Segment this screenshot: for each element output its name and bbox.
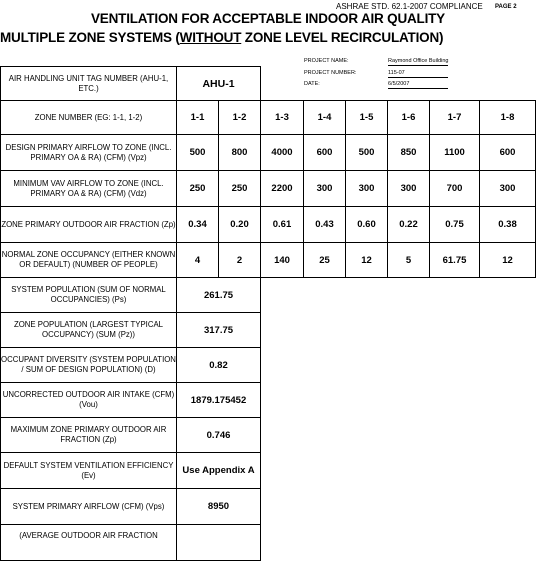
cell-value: 140 [261,243,304,278]
zone-id: 1-6 [388,101,430,135]
row-label: UNCORRECTED OUTDOOR AIR INTAKE (CFM) (Vou) [1,383,177,418]
cell-value: 600 [304,135,346,171]
occupant-diversity-row [1,348,536,383]
cell-value: 61.75 [430,243,480,278]
cell-value: 800 [219,135,261,171]
row-label: (AVERAGE OUTDOOR AIR FRACTION [1,525,177,561]
system-value: 261.75 [177,278,261,313]
cell-value: 0.43 [304,207,346,243]
uncorrected-outdoor-air-row [1,383,536,418]
cell-value: 250 [177,171,219,207]
average-oa-fraction-row [1,525,536,561]
row-label: MAXIMUM ZONE PRIMARY OUTDOOR AIR FRACTION (Zp) [1,418,177,453]
cell-value: 25 [304,243,346,278]
standard-reference: ASHRAE STD. 62.1-2007 COMPLIANCE [336,2,483,11]
cell-value: 2 [219,243,261,278]
zone-outdoor-air-fraction-row [1,207,536,243]
cell-value: 0.20 [219,207,261,243]
cell-value: 850 [388,135,430,171]
cell-value: 4 [177,243,219,278]
system-ventilation-efficiency-row [1,453,536,489]
title-line-2-emphasis: WITHOUT [179,30,242,45]
project-date-value: 6/5/2007 [388,80,448,89]
normal-zone-occupancy-row [1,243,536,278]
zone-id: 1-4 [304,101,346,135]
cell-value: 300 [388,171,430,207]
ventilation-table [0,66,536,561]
cell-value: 300 [304,171,346,207]
row-label: MINIMUM VAV AIRFLOW TO ZONE (INCL. PRIMARY OA & RA) (CFM) (Vdz) [1,171,177,207]
project-date-label: DATE: [304,81,320,87]
project-number-label: PROJECT NUMBER: [304,70,357,76]
cell-value: 5 [388,243,430,278]
row-label: DEFAULT SYSTEM VENTILATION EFFICIENCY (Ev) [1,453,177,489]
zone-id: 1-1 [177,101,219,135]
row-label: OCCUPANT DIVERSITY (SYSTEM POPULATION / SUM OF DESIGN POPULATION) (D) [1,348,177,383]
cell-value: 500 [177,135,219,171]
zone-id: 1-7 [430,101,480,135]
cell-value: 12 [346,243,388,278]
title-line-2-suffix: ZONE LEVEL RECIRCULATION) [241,30,444,45]
zone-number-label: ZONE NUMBER (EG: 1-1, 1-2) [1,101,177,135]
max-zone-oa-fraction-row [1,418,536,453]
row-label: SYSTEM POPULATION (SUM OF NORMAL OCCUPANCIES) (Ps) [1,278,177,313]
cell-value: 0.60 [346,207,388,243]
system-value: Use Appendix A [177,453,261,489]
cell-value: 0.22 [388,207,430,243]
cell-value: 1100 [430,135,480,171]
title-line-1: VENTILATION FOR ACCEPTABLE INDOOR AIR QUALITY [91,11,445,26]
unit-tag: AHU-1 [177,67,261,101]
cell-value: 4000 [261,135,304,171]
zone-id: 1-3 [261,101,304,135]
minimum-vav-airflow-row [1,171,536,207]
zone-id: 1-2 [219,101,261,135]
zone-id: 1-5 [346,101,388,135]
page-number: PAGE 2 [495,4,517,10]
system-value: 317.75 [177,313,261,348]
row-label: ZONE PRIMARY OUTDOOR AIR FRACTION (Zp) [1,207,177,243]
system-value: 0.746 [177,418,261,453]
system-value [177,525,261,561]
title-line-2-prefix: MULTIPLE ZONE SYSTEMS ( [0,30,180,45]
row-label: NORMAL ZONE OCCUPANCY (EITHER KNOWN OR DEFAULT) (NUMBER OF PEOPLE) [1,243,177,278]
row-label: DESIGN PRIMARY AIRFLOW TO ZONE (INCL. PRIMARY OA & RA) (CFM) (Vpz) [1,135,177,171]
cell-value: 300 [346,171,388,207]
cell-value: 700 [430,171,480,207]
design-primary-airflow-row [1,135,536,171]
zone-id: 1-8 [480,101,536,135]
cell-value: 12 [480,243,536,278]
row-label: SYSTEM PRIMARY AIRFLOW (CFM) (Vps) [1,489,177,525]
cell-value: 500 [346,135,388,171]
system-population-row [1,278,536,313]
cell-value: 300 [480,171,536,207]
system-value: 8950 [177,489,261,525]
row-label: ZONE POPULATION (LARGEST TYPICAL OCCUPANCY) (SUM (Pz)) [1,313,177,348]
cell-value: 250 [219,171,261,207]
project-number-value: 115-07 [388,69,448,78]
cell-value: 600 [480,135,536,171]
system-value: 1879.175452 [177,383,261,418]
unit-row [1,67,536,101]
system-value: 0.82 [177,348,261,383]
unit-label: AIR HANDLING UNIT TAG NUMBER (AHU-1, ETC.) [1,67,177,101]
title-line-2 [0,30,444,45]
cell-value: 0.75 [430,207,480,243]
system-primary-airflow-row [1,489,536,525]
project-name-value: Raymond Office Building [388,58,449,64]
cell-value: 0.61 [261,207,304,243]
zone-number-row [1,101,536,135]
project-name-label: PROJECT NAME: [304,58,349,64]
cell-value: 2200 [261,171,304,207]
cell-value: 0.34 [177,207,219,243]
zone-population-row [1,313,536,348]
cell-value: 0.38 [480,207,536,243]
